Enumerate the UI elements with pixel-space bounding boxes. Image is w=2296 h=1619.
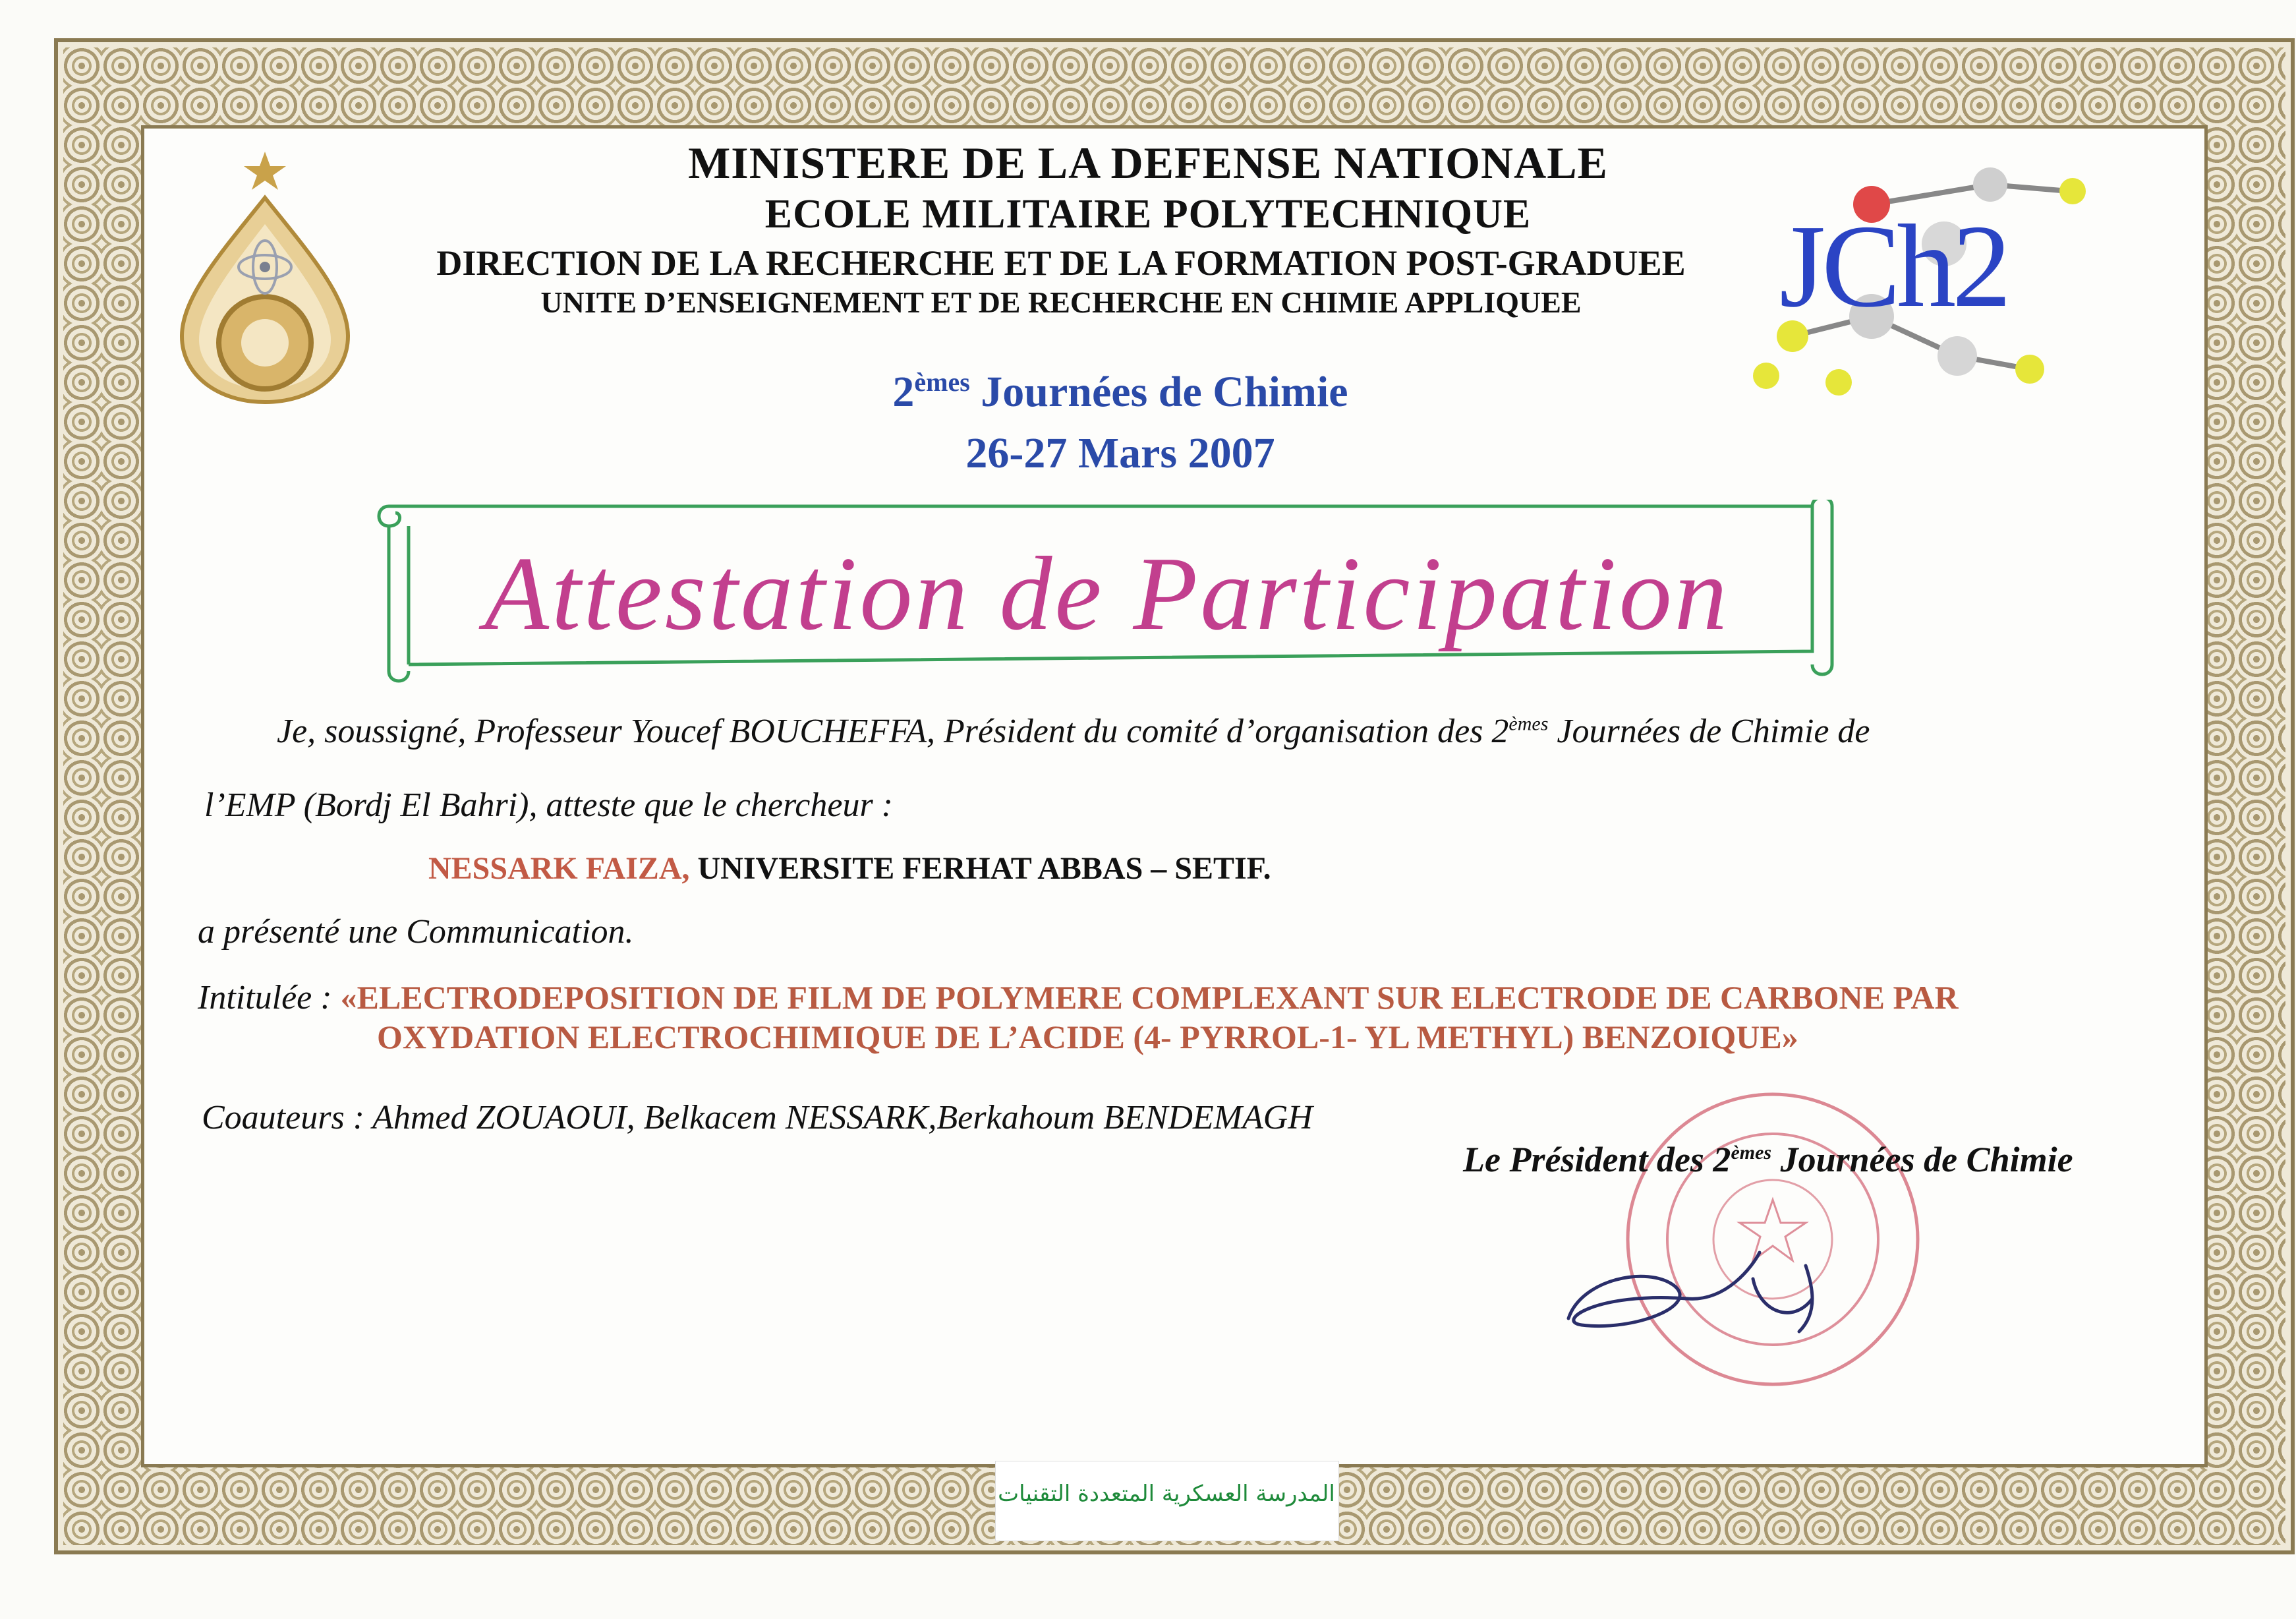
event-date: 26-27 Mars 2007: [965, 429, 1275, 477]
certificate-title: Attestation de Participation: [484, 535, 1730, 652]
president-signature-icon: [1555, 1239, 1845, 1345]
statement-line-1-a: Je, soussigné, Professeur Youcef BOUCHEFFA, Président du comité d’organisation des 2: [277, 713, 1509, 750]
event-ordinal-suffix: èmes: [914, 367, 970, 397]
coauthors-line: Coauteurs : Ahmed ZOUAOUI, Belkacem NESSARK,Berkahoum BENDEMAGH: [202, 1099, 1313, 1136]
school-emblem-icon: [175, 152, 355, 406]
president-caption-a: Le Président des 2: [1463, 1140, 1731, 1179]
statement-line-2: l’EMP (Bordj El Bahri), atteste que le chercheur :: [204, 786, 894, 824]
communication-statement: a présenté une Communication.: [198, 913, 634, 951]
direction-heading: DIRECTION DE LA RECHERCHE ET DE LA FORMATION POST-GRADUEE: [436, 243, 1686, 283]
statement-line-1-b: Journées de Chimie de: [1548, 713, 1870, 750]
participant-organization: UNIVERSITE FERHAT ABBAS – SETIF.: [697, 851, 1271, 886]
event-title: Journées de Chimie: [981, 368, 1348, 416]
president-caption-b: Journées de Chimie: [1771, 1140, 2073, 1179]
participant-line: [428, 850, 1271, 887]
participant-name: NESSARK FAIZA,: [428, 851, 690, 886]
statement-line-1: [277, 712, 1870, 751]
ministry-heading: MINISTERE DE LA DEFENSE NATIONALE: [688, 138, 1608, 188]
unit-heading: UNITE D’ENSEIGNEMENT ET DE RECHERCHE EN CHIMIE APPLIQUEE: [540, 285, 1582, 319]
jch2-logo-text: JCh2: [1779, 200, 2008, 332]
event-name: [791, 367, 1450, 417]
communication-title-line-1: [198, 978, 1959, 1017]
communication-title-a: «ELECTRODEPOSITION DE FILM DE POLYMERE COMPLEXANT SUR ELECTRODE DE CARBONE PAR: [340, 979, 1959, 1016]
school-heading: ECOLE MILITAIRE POLYTECHNIQUE: [764, 192, 1532, 237]
president-caption-sup: èmes: [1731, 1142, 1772, 1163]
communication-title-line-2: OXYDATION ELECTROCHIMIQUE DE L’ACIDE (4- PYRROL-1- YL METHYL) BENZOIQUE»: [377, 1018, 1798, 1055]
president-caption: [1463, 1139, 2073, 1180]
intitulee-label: Intitulée :: [198, 979, 341, 1016]
footer-arabic-label: المدرسة العسكرية المتعددة التقنيات: [998, 1481, 1335, 1507]
statement-line-1-sup: èmes: [1508, 713, 1549, 735]
event-ordinal: 2: [892, 368, 915, 416]
